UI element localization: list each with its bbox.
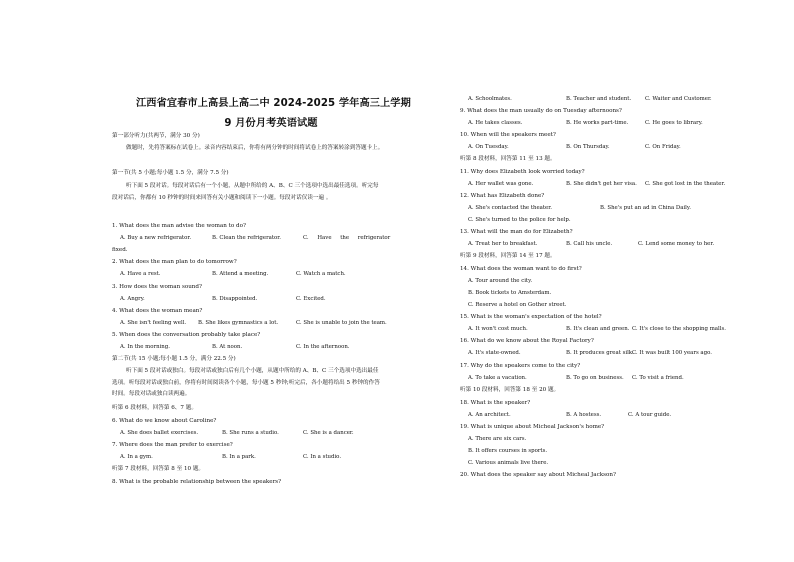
q5-option-b[interactable]: B. At noon. bbox=[212, 344, 243, 350]
question-8: 8. What is the probable relationship between the speakers? bbox=[112, 479, 282, 485]
q4-option-c[interactable]: C. She is unable to join the team. bbox=[296, 320, 387, 326]
q14-option-c[interactable]: C. Reserve a hotel on Gother street. bbox=[468, 302, 567, 308]
page-title-line1: 江西省宜春市上高县上高二中 2024-2025 学年高三上学期 bbox=[136, 98, 411, 109]
q3-option-c[interactable]: C. Excited. bbox=[296, 296, 326, 302]
q2-option-b[interactable]: B. Attend a meeting. bbox=[212, 271, 269, 277]
section2-heading: 第二节(共 15 小题;每小题 1.5 分，满分 22.5 分) bbox=[112, 356, 236, 362]
question-11: 11. Why does Elizabeth look worried today? bbox=[460, 169, 585, 175]
question-10: 10. When will the speakers meet? bbox=[460, 132, 556, 138]
q11-option-c[interactable]: C. She got lost in the theater. bbox=[645, 181, 726, 187]
q7-option-b[interactable]: B. In a park. bbox=[222, 454, 256, 460]
q19-option-c[interactable]: C. Various animals live there. bbox=[468, 460, 549, 466]
section1-instructions: 听下面 5 段对话。每段对话后有一个小题，从题中所给的 A、B、C 三个选项中选出最佳选项。听完每段对话后，你都有 10 秒钟的时间来回答有关小题和阅读下一小题。每段对话仅读一遍 。 bbox=[112, 183, 379, 201]
question-9: 9. What does the man usually do on Tuesday afternoons? bbox=[460, 108, 622, 114]
q16-option-b[interactable]: B. It produces great silk. bbox=[566, 350, 634, 356]
q5-option-a[interactable]: A. In the morning. bbox=[120, 344, 170, 350]
q9-option-a[interactable]: A. He takes classes. bbox=[468, 120, 523, 126]
material-9-heading: 听第 9 段材料，回答第 14 至 17 题。 bbox=[460, 253, 556, 259]
q12-option-b[interactable]: B. She's put an ad in China Daily. bbox=[600, 205, 691, 211]
question-17: 17. Why do the speakers come to the city? bbox=[460, 363, 581, 369]
q15-option-c[interactable]: C. It's close to the shopping malls. bbox=[632, 326, 726, 332]
question-15: 15. What is the woman's expectation of the hotel? bbox=[460, 314, 602, 320]
q13-option-c[interactable]: C. Lend some money to her. bbox=[638, 241, 715, 247]
question-5: 5. When does the conversation probably take place? bbox=[112, 332, 261, 338]
q1-option-c[interactable]: C. Have the refrigerator bbox=[303, 235, 391, 241]
q4-option-b[interactable]: B. She likes gymnastics a lot. bbox=[198, 320, 279, 326]
question-19: 19. What is unique about Micheal Jackson's home? bbox=[460, 424, 605, 430]
question-3: 3. How does the woman sound? bbox=[112, 284, 202, 290]
question-20: 20. What does the speaker say about Micheal Jackson? bbox=[460, 472, 616, 478]
q13-option-a[interactable]: A. Treat her to breakfast. bbox=[468, 241, 538, 247]
q1-option-c-cont: fixed. bbox=[112, 247, 128, 253]
q14-option-b[interactable]: B. Book tickets to Amsterdam. bbox=[468, 290, 552, 296]
q17-option-b[interactable]: B. To go on business. bbox=[566, 375, 624, 381]
q6-option-c[interactable]: C. She is a dancer. bbox=[303, 430, 354, 436]
q9-option-c[interactable]: C. He goes to library. bbox=[645, 120, 703, 126]
q14-option-a[interactable]: A. Tour around the city. bbox=[468, 278, 533, 284]
question-4: 4. What does the woman mean? bbox=[112, 308, 203, 314]
q15-option-b[interactable]: B. It's clean and green. bbox=[566, 326, 630, 332]
material-6-heading: 听第 6 段材料，回答第 6、7 题。 bbox=[112, 405, 197, 411]
question-7: 7. Where does the man prefer to exercise? bbox=[112, 442, 233, 448]
part1-instructions: 做题时，先将答案标在试卷上。录音内容结束后，你将有两分钟的时间将试卷上的答案转涂到答题卡上。 bbox=[126, 145, 384, 151]
section1-heading: 第一节(共 5 小题;每小题 1.5 分，满分 7.5 分) bbox=[112, 170, 229, 176]
q11-option-b[interactable]: B. She didn't get her visa. bbox=[566, 181, 637, 187]
q15-option-a[interactable]: A. It won't cost much. bbox=[468, 326, 528, 332]
q16-option-a[interactable]: A. It's state-owned. bbox=[468, 350, 521, 356]
q10-option-c[interactable]: C. On Friday. bbox=[645, 144, 681, 150]
q16-option-c[interactable]: C. It was built 100 years ago. bbox=[632, 350, 712, 356]
question-6: 6. What do we know about Caroline? bbox=[112, 418, 217, 424]
question-13: 13. What will the man do for Elizabeth? bbox=[460, 229, 573, 235]
q17-option-a[interactable]: A. To take a vacation. bbox=[468, 375, 527, 381]
q12-option-c[interactable]: C. She's turned to the police for help. bbox=[468, 217, 571, 223]
q3-option-b[interactable]: B. Disappointed. bbox=[212, 296, 258, 302]
q6-option-a[interactable]: A. She does ballet exercises. bbox=[120, 430, 199, 436]
q7-option-a[interactable]: A. In a gym. bbox=[120, 454, 153, 460]
q11-option-a[interactable]: A. Her wallet was gone. bbox=[468, 181, 534, 187]
part1-heading: 第一部分听力(共两节，满分 30 分) bbox=[112, 133, 200, 139]
q1-option-b[interactable]: B. Clean the refrigerator. bbox=[212, 235, 281, 241]
question-1: 1. What does the man advise the woman to do? bbox=[112, 223, 246, 229]
material-10-heading: 听第 10 段材料，回答第 18 至 20 题。 bbox=[460, 387, 560, 393]
page-title-line2: 9 月份月考英语试题 bbox=[224, 118, 318, 129]
material-8-heading: 听第 8 段材料，回答第 11 至 13 题。 bbox=[460, 156, 556, 162]
q5-option-c[interactable]: C. In the afternoon. bbox=[296, 344, 350, 350]
q6-option-b[interactable]: B. She runs a studio. bbox=[222, 430, 279, 436]
q4-option-a[interactable]: A. She isn't feeling well. bbox=[120, 320, 187, 326]
section2-instructions: 听下面 5 段对话或独白。每段对话或独白后有几个小题，从题中所给的 A、B、C 三个选项中选出最佳选项。听每段对话或独白前，你将有时间阅读各个小题，每小题 5 秒钟;听完后，各小题将给出 5 秒钟的作答时间。每段对话或独白读两遍。 bbox=[112, 368, 380, 398]
q3-option-a[interactable]: A. Angry. bbox=[120, 296, 145, 302]
q9-option-b[interactable]: B. He works part-time. bbox=[566, 120, 629, 126]
q10-option-b[interactable]: B. On Thursday. bbox=[566, 144, 610, 150]
question-12: 12. What has Elizabeth done? bbox=[460, 193, 545, 199]
q8-option-b[interactable]: B. Teacher and student. bbox=[566, 96, 632, 102]
question-2: 2. What does the man plan to do tomorrow? bbox=[112, 259, 237, 265]
q8-option-a[interactable]: A. Schoolmates. bbox=[468, 96, 512, 102]
question-18: 18. What is the speaker? bbox=[460, 400, 531, 406]
q8-option-c[interactable]: C. Waiter and Customer. bbox=[645, 96, 712, 102]
q1-option-a[interactable]: A. Buy a new refrigerator. bbox=[120, 235, 192, 241]
question-16: 16. What do we know about the Royal Factory? bbox=[460, 338, 594, 344]
material-7-heading: 听第 7 段材料，回答第 8 至 10 题。 bbox=[112, 466, 205, 472]
q13-option-b[interactable]: B. Call his uncle. bbox=[566, 241, 613, 247]
q7-option-c[interactable]: C. In a studio. bbox=[303, 454, 342, 460]
q17-option-c[interactable]: C. To visit a friend. bbox=[632, 375, 684, 381]
q18-option-c[interactable]: C. A tour guide. bbox=[628, 412, 672, 418]
q18-option-b[interactable]: B. A hostess. bbox=[566, 412, 602, 418]
q10-option-a[interactable]: A. On Tuesday. bbox=[468, 144, 509, 150]
q2-option-c[interactable]: C. Watch a match. bbox=[296, 271, 346, 277]
q18-option-a[interactable]: A. An architect. bbox=[468, 412, 511, 418]
q19-option-b[interactable]: B. It offers courses in sports. bbox=[468, 448, 548, 454]
q19-option-a[interactable]: A. There are six cars. bbox=[468, 436, 527, 442]
q12-option-a[interactable]: A. She's contacted the theater. bbox=[468, 205, 552, 211]
question-14: 14. What does the woman want to do first? bbox=[460, 266, 582, 272]
q2-option-a[interactable]: A. Have a rest. bbox=[120, 271, 161, 277]
